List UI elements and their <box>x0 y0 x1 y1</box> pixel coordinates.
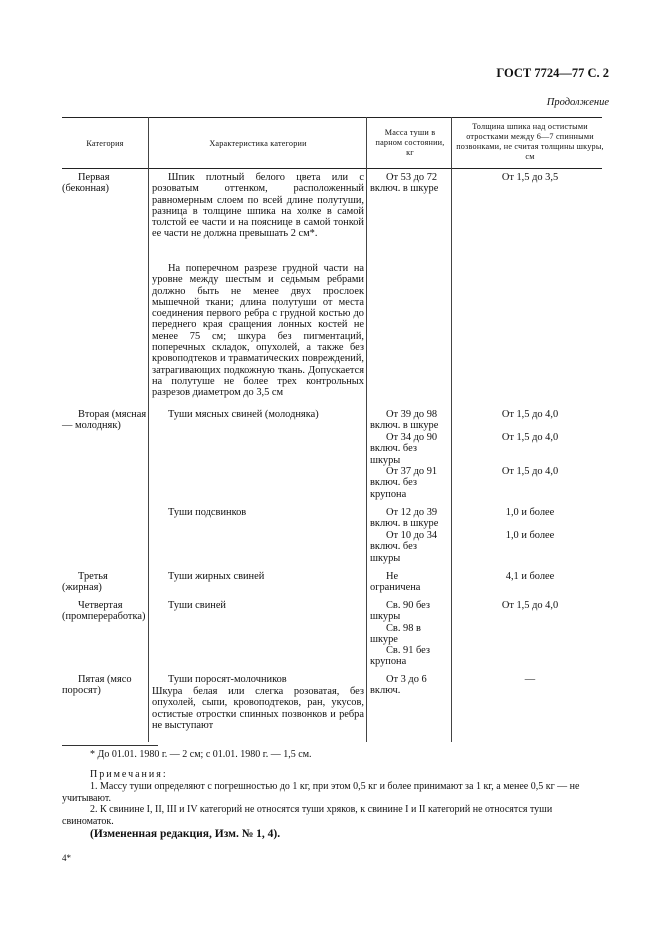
document-code: ГОСТ 7724—77 С. 2 <box>496 66 609 80</box>
table-header-rule <box>62 168 602 169</box>
footnote: * До 01.01. 1980 г. — 2 см; с 01.01. 1980 г. — 1,5 см. <box>90 749 312 760</box>
mass-second-a2: От 34 до 90 включ. без шкуры <box>370 432 438 466</box>
mass-first: От 53 до 72 включ. в шкуре <box>370 172 439 195</box>
column-header-description: Характеристика категории <box>209 139 307 148</box>
fat-second-b1: 1,0 и более <box>505 507 555 518</box>
column-divider <box>451 117 452 742</box>
mass-fourth-1: Св. 90 без шкуры <box>370 600 431 623</box>
fat-second-a1: От 1,5 до 4,0 <box>501 409 559 420</box>
fat-third: 4,1 и более <box>505 571 555 582</box>
mass-second-b1: От 12 до 39 включ. в шкуре <box>370 507 439 530</box>
page-mark: 4* <box>62 853 71 863</box>
category-fourth: Четвертая (промпереработка) <box>62 600 146 623</box>
column-header-category: Категория <box>86 139 124 148</box>
description-second-b: Туши подсвинков <box>168 507 247 518</box>
note-1: 1. Массу туши определяют с погрешностью до 1 кг, при этом 0,5 кг и более принимают за 1 кг, а менее 0,5 кг — не учитывают. <box>62 781 580 804</box>
mass-fifth: От 3 до 6 включ. <box>370 674 427 697</box>
column-divider <box>148 117 149 742</box>
column-header-fat: Толщина шпика над остистыми отростками между 6—7 спинными позвонками, не считая толщины шкуры, см <box>456 122 604 161</box>
column-header-mass: Масса туши в парном состоянии, кг <box>375 128 445 157</box>
description-second-a: Туши мясных свиней (молодняка) <box>168 409 319 420</box>
description-fifth-1: Туши поросят-молочников <box>168 674 287 685</box>
note-2: 2. К свинине I, II, III и IV категорий не относятся туши хряков, к свинине I и II категорий не относятся туши свиноматок. <box>62 804 553 827</box>
description-third: Туши жирных свиней <box>168 571 265 582</box>
category-first: Первая (беконная) <box>62 172 110 195</box>
fat-second-a2: От 1,5 до 4,0 <box>501 432 559 443</box>
mass-third: Не ограничена <box>370 571 421 594</box>
mass-second-a3: От 37 до 91 включ. без крупона <box>370 466 438 500</box>
description-fourth: Туши свиней <box>168 600 226 611</box>
continuation-label: Продолжение <box>546 97 609 108</box>
fat-fourth: От 1,5 до 4,0 <box>501 600 559 611</box>
fat-first: От 1,5 до 3,5 <box>501 172 559 183</box>
description-fifth-2: Шкура белая или слегка розоватая, без опухолей, сыпи, кровоподтеков, ран, укусов, остистые отростки спинных позвонков и ребра не выступают <box>152 686 364 731</box>
fat-second-b2: 1,0 и более <box>505 530 555 541</box>
description-first-p1: Шпик плотный белого цвета или с розоватым оттенком, расположенный равномерным слоем по всей длине полутуши, разница в толщине шпика на холке в самой толстой ее части и на пояснице в самой тонкой ее части не должна превышать 2 см*. <box>152 172 364 240</box>
mass-second-a1: От 39 до 98 включ. в шкуре <box>370 409 439 432</box>
table-top-rule <box>62 117 602 118</box>
fat-fifth: — <box>524 674 536 685</box>
mass-second-b2: От 10 до 34 включ. без шкуры <box>370 530 438 564</box>
mass-fourth-3: Св. 91 без крупона <box>370 645 431 668</box>
category-fifth: Пятая (мясо поросят) <box>62 674 132 697</box>
notes-title: Примечания: <box>90 769 168 780</box>
amendment-note: (Измененная редакция, Изм. № 1, 4). <box>90 828 281 840</box>
description-first-p2: На поперечном разрезе грудной части на уровне между шестым и седьмым ребрами должно быть не менее двух прослоек мышечной ткани; длина полутуши от места соединения первого ребра с грудной костью до переднего края сращения лонных костей не менее 75 см; шкура без пигментаций, поперечных складок, опухолей, а также без кровоподтеков и травматических повреждений, затрагивающих подкожную ткань. Допускается на полутуше не более трех контрольных разрезов диаметром до 3,5 см <box>152 263 364 399</box>
footnote-rule <box>62 745 158 746</box>
category-third: Третья (жирная) <box>62 571 108 594</box>
fat-second-a3: От 1,5 до 4,0 <box>501 466 559 477</box>
column-divider <box>366 117 367 742</box>
category-second: Вторая (мясная — молодняк) <box>62 409 147 432</box>
mass-fourth-2: Св. 98 в шкуре <box>370 623 421 646</box>
